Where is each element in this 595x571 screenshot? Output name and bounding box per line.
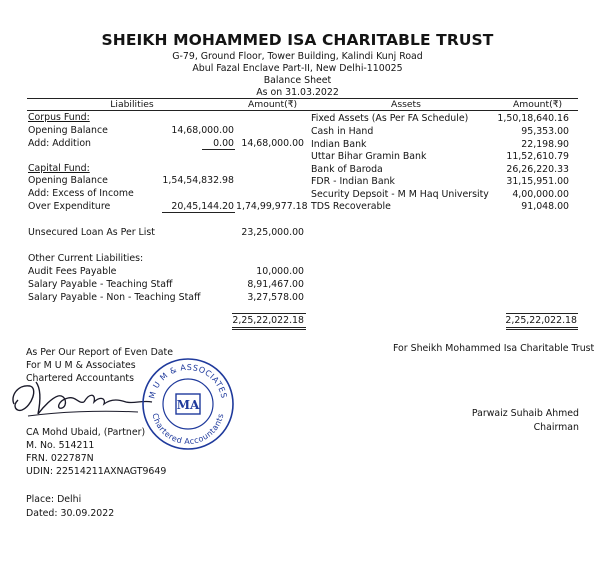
col-amount-right: Amount(₹) [513,99,563,110]
auditor-membership-no: M. No. 514211 [26,440,95,451]
table-header-rule [27,110,578,111]
corpus-addition-value: 0.00 [213,138,234,149]
excess-income-label: Add: Excess of Income [28,188,134,199]
capital-total-value: 1,74,99,977.18 [236,201,308,212]
address-line-2: Abul Fazal Enclave Part-II, New Delhi-110025 [192,63,403,74]
asset-row-label-6: Security Depsoit - M M Haq University [311,189,489,200]
asset-row-value-2: 22,198.90 [521,139,569,150]
asset-row-value-3: 11,52,610.79 [506,151,569,162]
col-liabilities: Liabilities [110,99,154,110]
audit-fees-value: 10,000.00 [256,266,304,277]
asset-row-value-5: 31,15,951.00 [506,176,569,187]
capital-opening-balance-value: 1,54,54,832.98 [162,175,234,186]
chairman-designation: Chairman [533,422,579,433]
asset-row-value-4: 26,26,220.33 [506,164,569,175]
dated: Dated: 30.09.2022 [26,508,115,519]
stamp-upper-text: M U M & ASSOCIATES [147,362,229,400]
asset-row-value-6: 4,00,000.00 [512,189,569,200]
auditor-frn: FRN. 022787N [26,453,94,464]
over-expenditure-label: Over Expenditure [28,201,111,212]
trust-for-line: For Sheikh Mohammed Isa Charitable Trust [393,343,595,354]
liabilities-total-rule-double [232,329,306,330]
corpus-total-value: 14,68,000.00 [241,138,304,149]
capital-fund-heading: Capital Fund: [28,163,90,174]
col-assets: Assets [391,99,421,110]
corpus-opening-balance-label: Opening Balance [28,125,108,136]
firm-stamp [140,356,236,452]
over-expenditure-value: 20,45,144.20 [171,201,234,212]
audit-fees-label: Audit Fees Payable [28,266,117,277]
unsecured-loan-label: Unsecured Loan As Per List [28,227,155,238]
asset-row-label-5: FDR - Indian Bank [311,176,395,187]
assets-total-rule-double [506,329,578,330]
trust-title: SHEIKH MOHAMMED ISA CHARITABLE TRUST [101,31,494,49]
liabilities-total-rule-bottom [232,327,306,328]
auditor-ca-line: Chartered Accountants [26,373,134,384]
asset-row-value-7: 91,048.00 [521,201,569,212]
auditor-report-line: As Per Our Report of Even Date [26,347,173,358]
asset-row-label-2: Indian Bank [311,139,367,150]
salary-teaching-value: 8,91,467.00 [247,279,304,290]
stamp-monogram: MA [176,398,200,412]
liabilities-total-value: 2,25,22,022.18 [232,315,304,326]
chairman-name: Parwaiz Suhaib Ahmed [471,408,579,419]
asset-row-label-1: Cash in Hand [311,126,374,137]
place: Place: Delhi [26,494,82,505]
corpus-subtotal-rule [202,149,235,150]
auditor-signature [8,373,158,420]
auditor-name: CA Mohd Ubaid, (Partner) [26,427,146,438]
asset-row-value-1: 95,353.00 [521,126,569,137]
unsecured-loan-value: 23,25,000.00 [241,227,304,238]
asset-row-label-7: TDS Recoverable [311,201,391,212]
col-amount-left: Amount(₹) [248,99,298,110]
other-liabilities-heading: Other Current Liabilities: [28,253,144,264]
capital-opening-balance-label: Opening Balance [28,175,108,186]
document-type: Balance Sheet [263,75,332,86]
corpus-opening-balance-value: 14,68,000.00 [171,125,234,136]
asset-row-label-4: Bank of Baroda [311,164,383,175]
salary-teaching-label: Salary Payable - Teaching Staff [28,279,173,290]
asset-row-label-0: Fixed Assets (As Per FA Schedule) [311,113,469,124]
assets-total-value: 2,25,22,022.18 [505,315,577,326]
asset-row-label-3: Uttar Bihar Gramin Bank [311,151,427,162]
salary-non-teaching-label: Salary Payable - Non - Teaching Staff [28,292,201,303]
liabilities-total-rule-top [232,313,306,314]
capital-subtotal-rule [162,212,235,213]
asset-row-value-0: 1,50,18,640.16 [497,113,569,124]
corpus-fund-heading: Corpus Fund: [28,112,90,123]
as-on-date: As on 31.03.2022 [256,87,339,98]
auditor-firm-line: For M U M & Associates [26,360,136,371]
assets-total-rule-bottom [506,327,578,328]
salary-non-teaching-value: 3,27,578.00 [247,292,304,303]
corpus-addition-label: Add: Addition [28,138,92,149]
stamp-lower-text: Chartered Accountants [150,412,226,447]
auditor-udin: UDIN: 22514211AXNAGT9649 [26,466,167,477]
assets-total-rule-top [506,313,578,314]
address-line-1: G-79, Ground Floor, Tower Building, Kalindi Kunj Road [172,51,423,62]
